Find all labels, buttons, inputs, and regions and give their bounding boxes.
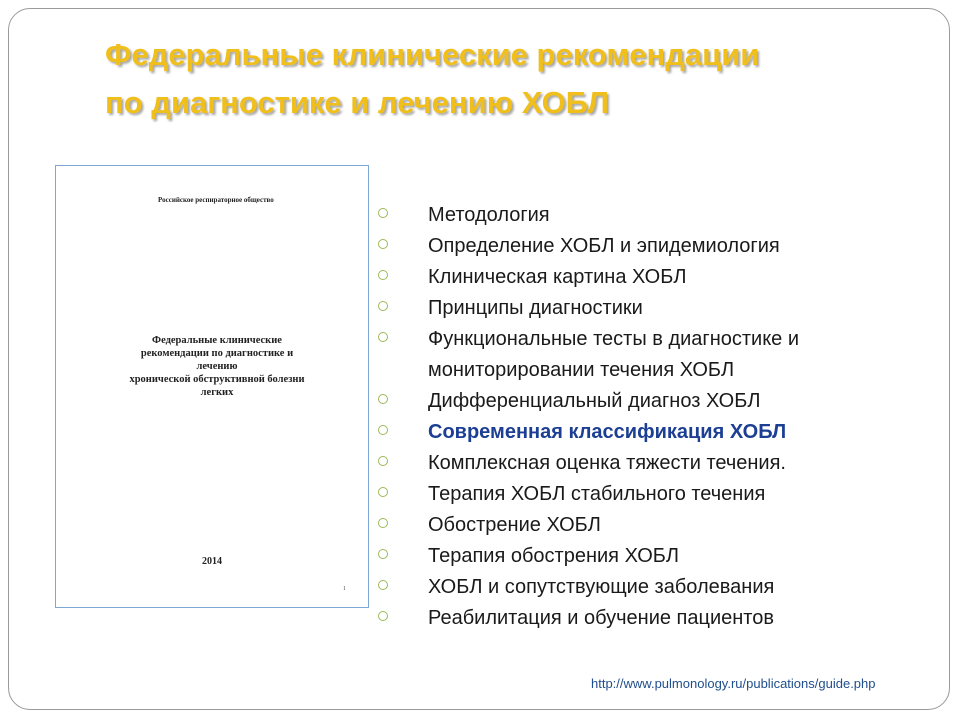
document-title-line: рекомендации по диагностике и [140, 348, 294, 359]
topic-item [378, 324, 799, 386]
slide-title-line-1: Федеральные клинические рекомендации [105, 37, 760, 72]
topic-label: Определение ХОБЛ и эпидемиология [428, 235, 780, 257]
topic-item [378, 200, 799, 231]
circle-bullet-icon [378, 425, 388, 435]
topic-label: Комплексная оценка тяжести течения. [428, 452, 786, 474]
topic-label: Терапия ХОБЛ стабильного течения [428, 483, 766, 505]
circle-bullet-icon [378, 270, 388, 280]
topic-item [378, 417, 799, 448]
circle-bullet-icon [378, 394, 388, 404]
topic-label: Клиническая картина ХОБЛ [428, 266, 687, 288]
topics-list [378, 200, 799, 634]
document-title [96, 334, 338, 399]
circle-bullet-icon [378, 580, 388, 590]
topic-item [378, 448, 799, 479]
topic-label: Реабилитация и обучение пациентов [428, 607, 774, 629]
circle-bullet-icon [378, 487, 388, 497]
topic-item [378, 541, 799, 572]
topic-label: мониторировании течения ХОБЛ [428, 359, 735, 381]
topic-label: Методология [428, 204, 550, 226]
topic-label: Принципы диагностики [428, 297, 643, 319]
topic-item [378, 479, 799, 510]
topic-item [378, 262, 799, 293]
circle-bullet-icon [378, 549, 388, 559]
document-title-line: лечению [196, 361, 238, 372]
topic-label: Обострение ХОБЛ [428, 514, 601, 536]
document-year: 2014 [202, 556, 222, 567]
circle-bullet-icon [378, 611, 388, 621]
document-page-number: 1 [343, 586, 346, 592]
document-title-line: Федеральные клинические [152, 335, 282, 346]
topic-item [378, 572, 799, 603]
topic-label: Функциональные тесты в диагностике и [428, 328, 800, 350]
document-organization: Российское респираторное общество [158, 196, 274, 204]
topic-item [378, 386, 799, 417]
document-title-line: хронической обструктивной болезни [129, 374, 305, 385]
circle-bullet-icon [378, 456, 388, 466]
topic-label: Дифференциальный диагноз ХОБЛ [428, 390, 761, 412]
topic-item [378, 603, 799, 634]
circle-bullet-icon [378, 301, 388, 311]
topic-label: Терапия обострения ХОБЛ [428, 545, 680, 567]
source-link[interactable]: http://www.pulmonology.ru/publications/guide.php [591, 676, 876, 691]
topic-label: Современная классификация ХОБЛ [428, 421, 787, 443]
document-cover-image [55, 165, 369, 608]
slide-title-line-2: по диагностике и лечению ХОБЛ [105, 85, 610, 120]
slide-title [105, 31, 935, 127]
topic-item [378, 510, 799, 541]
document-title-line: легких [200, 387, 234, 398]
topic-item [378, 231, 799, 262]
topic-item [378, 293, 799, 324]
circle-bullet-icon [378, 332, 388, 342]
circle-bullet-icon [378, 208, 388, 218]
circle-bullet-icon [378, 239, 388, 249]
topic-label: ХОБЛ и сопутствующие заболевания [428, 576, 775, 598]
circle-bullet-icon [378, 518, 388, 528]
